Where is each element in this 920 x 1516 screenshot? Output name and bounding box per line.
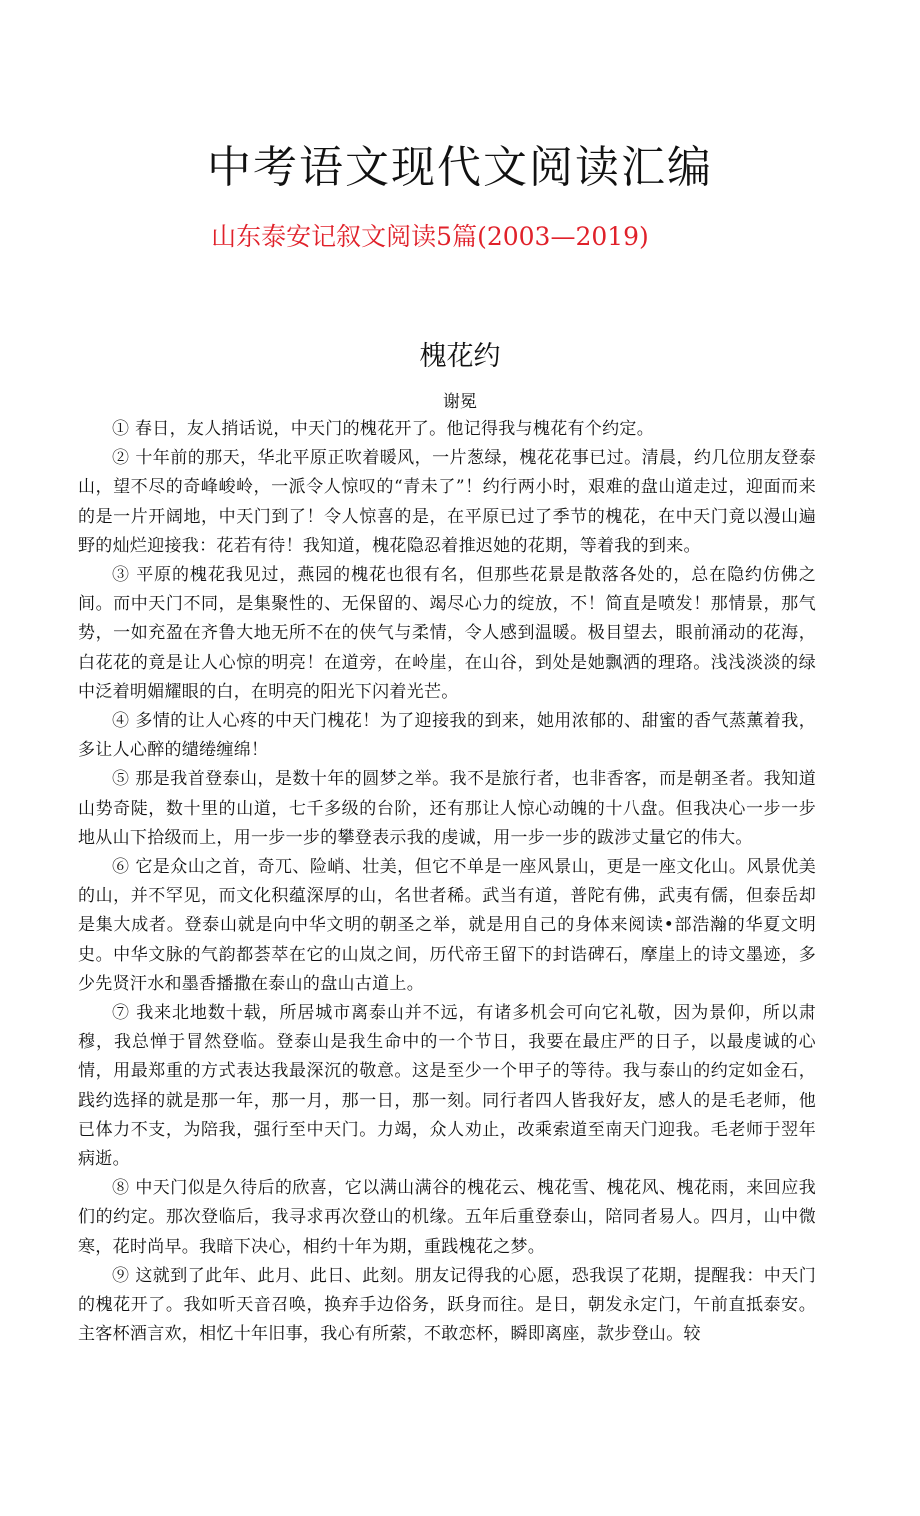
paragraph-2: ② 十年前的那天，华北平原正吹着暖风，一片葱绿，槐花花事已过。清晨，约几位朋友登泰山，望不尽的奇峰峻岭，一派令人惊叹的“青未了”！约行两小时，艰难的盘山道走过，迎面而来的是一片开阔地，中天门到了！令人惊喜的是，在平原已过了季节的槐花，在中天门竟以漫山遍野的灿烂迎接我：花若有待！我知道，槐花隐忍着推迟她的花期，等着我的到来。 (78, 448, 816, 556)
paragraph-5: ⑤ 那是我首登泰山，是数十年的圆梦之举。我不是旅行者，也非香客，而是朝圣者。我知道山势奇陡，数十里的山道，七千多级的台阶，还有那让人惊心动魄的十八盘。但我决心一步一步地从山下拾级而上，用一步一步的攀登表示我的虔诚，用一步一步的跋涉丈量它的伟大。 (78, 769, 816, 848)
paragraph-8: ⑧ 中天门似是久待后的欣喜，它以满山满谷的槐花云、槐花雪、槐花风、槐花雨，来回应我们的约定。那次登临后，我寻求再次登山的机缘。五年后重登泰山，陪同者易人。四月，山中微寒，花时尚早。我暗下决心，相约十年为期，重践槐花之梦。 (78, 1178, 816, 1257)
subtitle: 山东泰安记叙文阅读5篇(2003—2019) (211, 222, 649, 251)
author: 谢冕 (443, 392, 477, 412)
paragraph-7: ⑦ 我来北地数十载，所居城市离泰山并不远，有诸多机会可向它礼敬，因为景仰，所以肃穆，我总惮于冒然登临。登泰山是我生命中的一个节日，我要在最庄严的日子，以最虔诚的心情，用最郑重的方式表达我最深沉的敬意。这是至少一个甲子的等待。我与泰山的约定如金石，践约选择的就是那一年，那一月，那一日，那一刻。同行者四人皆我好友，感人的是毛老师，他已体力不支，为陪我，强行至中天门。力竭，众人劝止，改乘索道至南天门迎我。毛老师于翌年病逝。 (78, 1003, 816, 1170)
paragraph-1: ① 春日，友人捎话说，中天门的槐花开了。他记得我与槐花有个约定。 (112, 419, 655, 439)
main-title: 中考语文现代文阅读汇编 (207, 142, 713, 193)
article-body (78, 415, 816, 1350)
article-title: 槐花约 (419, 341, 501, 372)
paragraph-9: ⑨ 这就到了此年、此月、此日、此刻。朋友记得我的心愿，恐我误了花期，提醒我：中天门的槐花开了。我如听天音召唤，换弃手边俗务，跃身而往。是日，朝发永定门，午前直抵泰安。主客杯酒言欢，相忆十年旧事，我心有所萦，不敢恋杯，瞬即离座，款步登山。较 (78, 1265, 816, 1345)
paragraph-4: ④ 多情的让人心疼的中天门槐花！为了迎接我的到来，她用浓郁的、甜蜜的香气蒸薰着我，多让人心醉的缱绻缠绵！ (78, 711, 816, 761)
paragraph-6: ⑥ 它是众山之首，奇兀、险峭、壮美，但它不单是一座风景山，更是一座文化山。风景优美的山，并不罕见，而文化积蕴深厚的山，名世者稀。武当有道，普陀有佛，武夷有儒，但泰岳却是集大成者。登泰山就是向中华文明的朝圣之举，就是用自己的身体来阅读•部浩瀚的华夏文明史。中华文脉的气韵都荟萃在它的山岚之间，历代帝王留下的封诰碑石，摩崖上的诗文墨迹，多少先贤汗水和墨香播撒在泰山的盘山古道上。 (78, 857, 816, 994)
paragraph-3: ③ 平原的槐花我见过，燕园的槐花也很有名，但那些花景是散落各处的，总在隐约仿佛之间。而中天门不同，是集聚性的、无保留的、竭尽心力的绽放，不！简直是喷发！那情景，那气势，一如充盈在齐鲁大地无所不在的侠气与柔情，令人感到温暖。极目望去，眼前涌动的花海，白花花的竟是让人心惊的明亮！在道旁，在岭崖，在山谷，到处是她飘洒的理珞。浅浅淡淡的绿中泛着明媚耀眼的白，在明亮的阳光下闪着光芒。 (78, 565, 816, 702)
